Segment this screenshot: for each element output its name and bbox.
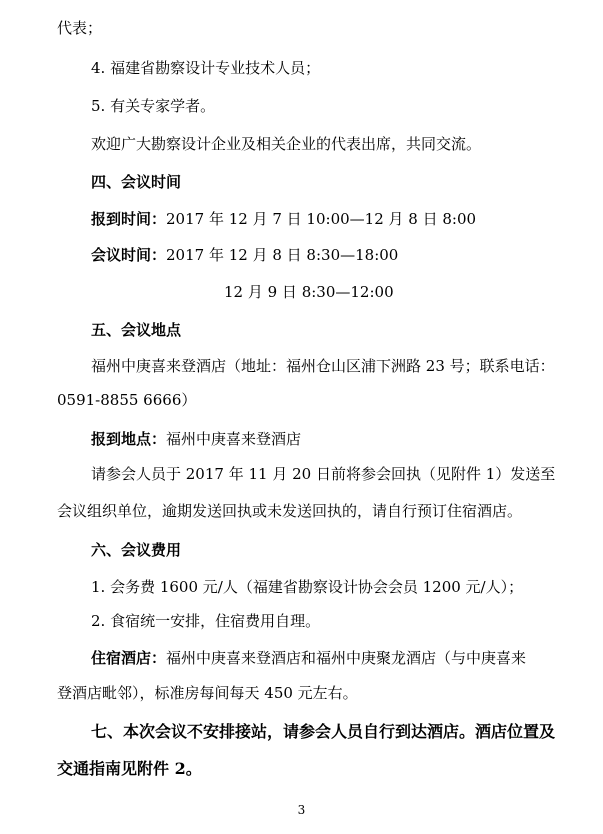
text-line: 请参会人员于 2017 年 11 月 20 日前将参会回执（见附件 1）发送至 <box>91 465 556 483</box>
field-label: 报到地点： <box>91 430 167 448</box>
text-line: 0591-8855 6666） <box>57 391 197 409</box>
meeting-time <box>91 245 398 265</box>
list-item: 2. 食宿统一安排，住宿费用自理。 <box>91 612 321 630</box>
list-item: 1. 会务费 1600 元/人（福建省勘察设计协会会员 1200 元/人）； <box>91 578 524 596</box>
field-value: 福州中庚喜来登酒店 <box>166 430 302 448</box>
registration-time <box>91 209 476 229</box>
section-heading: 交通指南见附件 2。 <box>57 759 202 778</box>
field-value: 福州中庚喜来登酒店和福州中庚聚龙酒店（与中庚喜来 <box>166 649 527 667</box>
field-value: 2017 年 12 月 7 日 10:00—12 月 8 日 8:00 <box>166 210 477 228</box>
list-item: 5. 有关专家学者。 <box>91 97 216 115</box>
page-number: 3 <box>297 803 306 817</box>
section-heading: 六、会议费用 <box>91 541 182 559</box>
list-item: 4. 福建省勘察设计专业技术人员； <box>91 59 321 77</box>
section-heading: 四、会议时间 <box>91 173 182 191</box>
section-heading: 七、本次会议不安排接站，请参会人员自行到达酒店。酒店位置及 <box>91 722 556 741</box>
meeting-time-cont: 12 月 9 日 8:30—12:00 <box>224 283 394 301</box>
text-line: 福州中庚喜来登酒店（地址：福州仓山区浦下洲路 23 号；联系电话： <box>91 357 555 375</box>
field-label: 会议时间： <box>91 246 167 264</box>
field-label: 报到时间： <box>91 210 167 228</box>
section-heading: 五、会议地点 <box>91 321 182 339</box>
registration-place <box>91 429 301 449</box>
text-line: 登酒店毗邻），标准房每间每天 450 元左右。 <box>57 684 358 702</box>
field-value: 2017 年 12 月 8 日 8:30—18:00 <box>166 246 399 264</box>
field-label: 住宿酒店： <box>91 649 167 667</box>
text-line: 欢迎广大勘察设计企业及相关企业的代表出席，共同交流。 <box>91 135 482 153</box>
text-line: 代表； <box>57 19 103 37</box>
text-line: 会议组织单位，逾期发送回执或未发送回执的，请自行预订住宿酒店。 <box>57 502 523 520</box>
hotel-info <box>91 648 526 668</box>
